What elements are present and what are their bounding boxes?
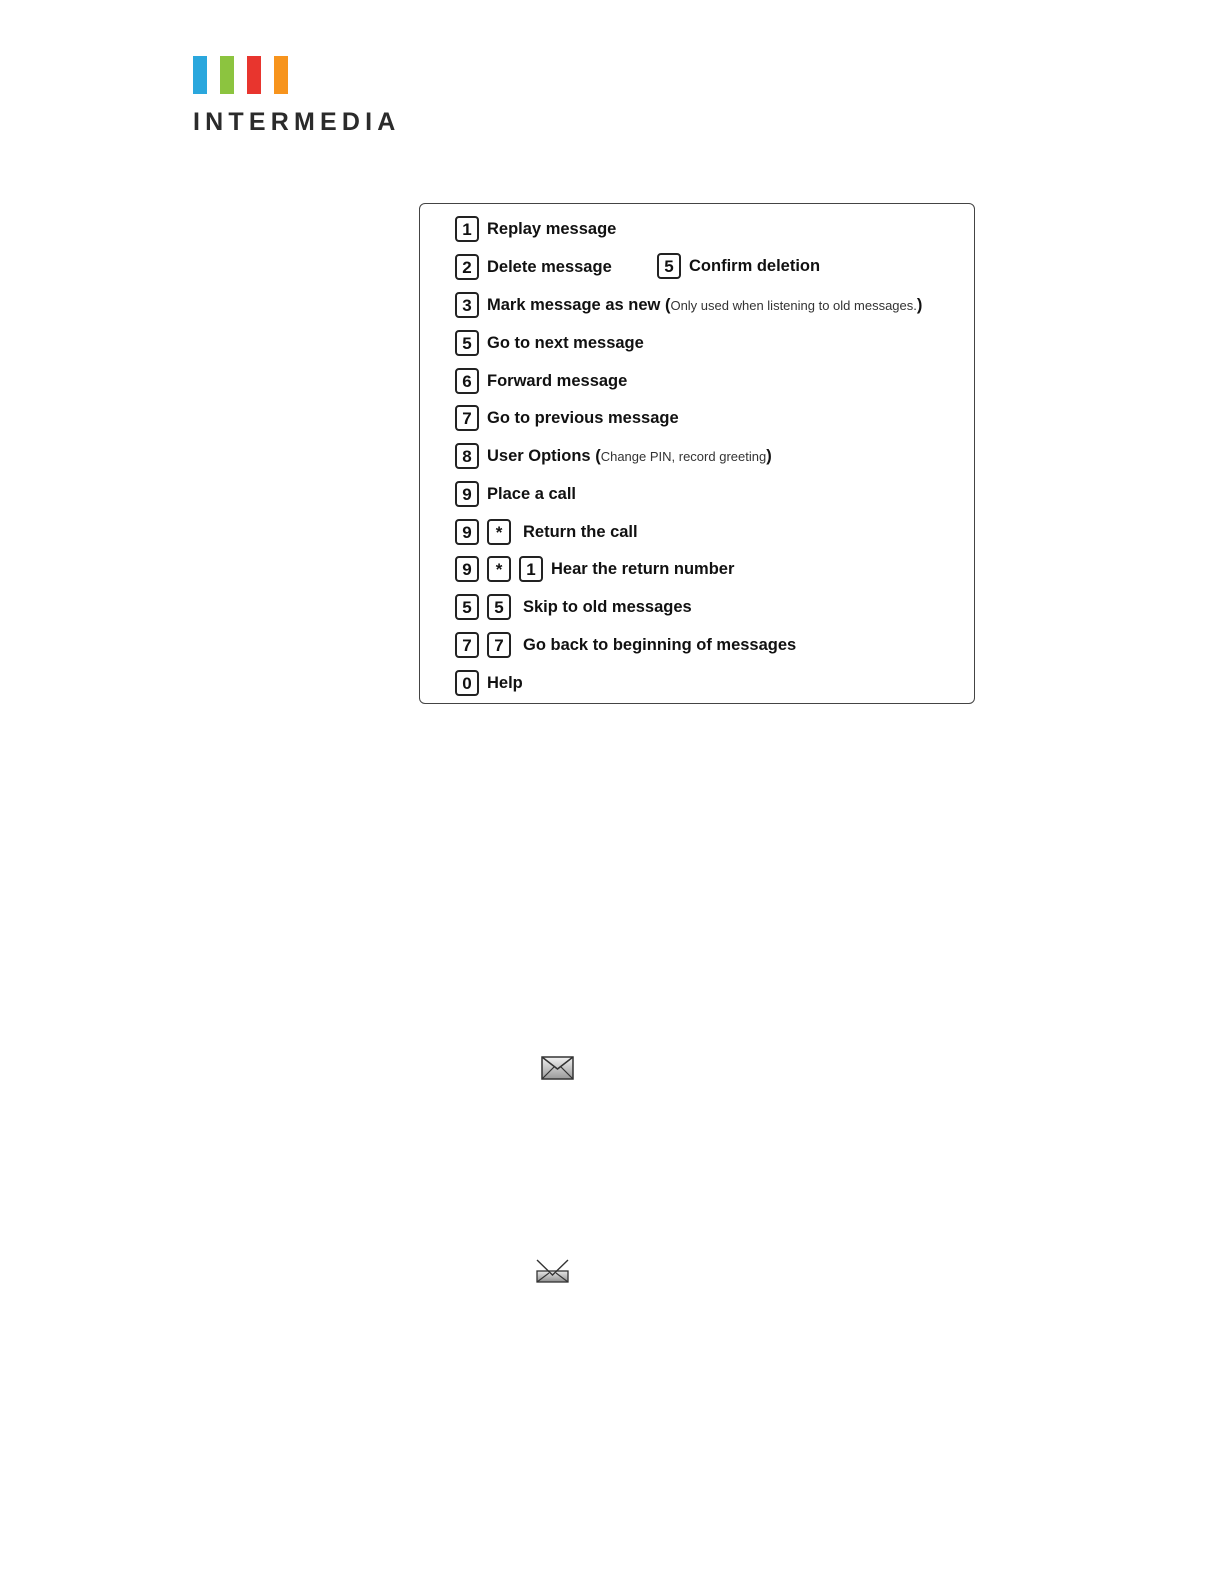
logo-bar-red [247,56,261,94]
keypad-command-row [455,554,734,584]
keypad-command-row [455,592,692,622]
command-label: Help [487,673,523,692]
keypad-key: 8 [455,443,479,469]
command-label: Return the call [523,522,638,541]
command-label: Delete message [487,257,612,276]
keypad-command-row: 3 Mark message as new ( Only used when listening to old messages. ) [455,290,922,320]
keypad-key: 5 [455,330,479,356]
intermedia-logo [193,56,403,136]
keypad-command-row [455,328,644,358]
keypad-key: 9 [455,556,479,582]
keypad-key: 7 [455,632,479,658]
command-label: Skip to old messages [523,597,692,616]
logo-bar-green [220,56,234,94]
open-envelope-icon [536,1259,569,1283]
command-note: Change PIN, record greeting [600,448,767,464]
keypad-key: 0 [455,670,479,696]
voicemail-keypad-guide [419,203,975,704]
keypad-key: 1 [455,216,479,242]
keypad-command-row [455,630,796,660]
keypad-key: 6 [455,368,479,394]
command-label: Go to previous message [487,408,679,427]
keypad-command-row [455,366,627,396]
keypad-command-row [455,214,616,244]
logo-wordmark: INTERMEDIA [193,108,401,136]
confirm-deletion-label: Confirm deletion [689,256,821,275]
command-label: Mark message as new [487,295,661,314]
logo-bar-orange [274,56,288,94]
command-label: Hear the return number [551,559,735,578]
command-label: Replay message [487,219,617,238]
keypad-command-row [455,252,612,282]
keypad-key: 2 [455,254,479,280]
keypad-key: 5 [487,594,511,620]
keypad-command-row [455,403,679,433]
keypad-key: * [487,556,511,582]
logo-bar-blue [193,56,207,94]
confirm-deletion-hint [657,251,820,281]
keypad-key: 5 [657,253,681,279]
command-label: Go to next message [487,333,644,352]
closed-envelope-icon [541,1056,574,1080]
keypad-key: 7 [487,632,511,658]
command-label: User Options [487,446,591,465]
command-label: Forward message [487,371,628,390]
keypad-command-row [455,479,576,509]
command-note: Only used when listening to old messages. [670,297,917,313]
keypad-command-row [455,668,523,698]
keypad-key: * [487,519,511,545]
command-label: Go back to beginning of messages [523,635,797,654]
keypad-key: 7 [455,405,479,431]
keypad-key: 5 [455,594,479,620]
keypad-key: 1 [519,556,543,582]
keypad-command-row: 8 User Options ( Change PIN, record greeting ) [455,441,772,471]
keypad-key: 9 [455,519,479,545]
keypad-command-row [455,517,638,547]
keypad-key: 9 [455,481,479,507]
keypad-key: 3 [455,292,479,318]
command-label: Place a call [487,484,576,503]
